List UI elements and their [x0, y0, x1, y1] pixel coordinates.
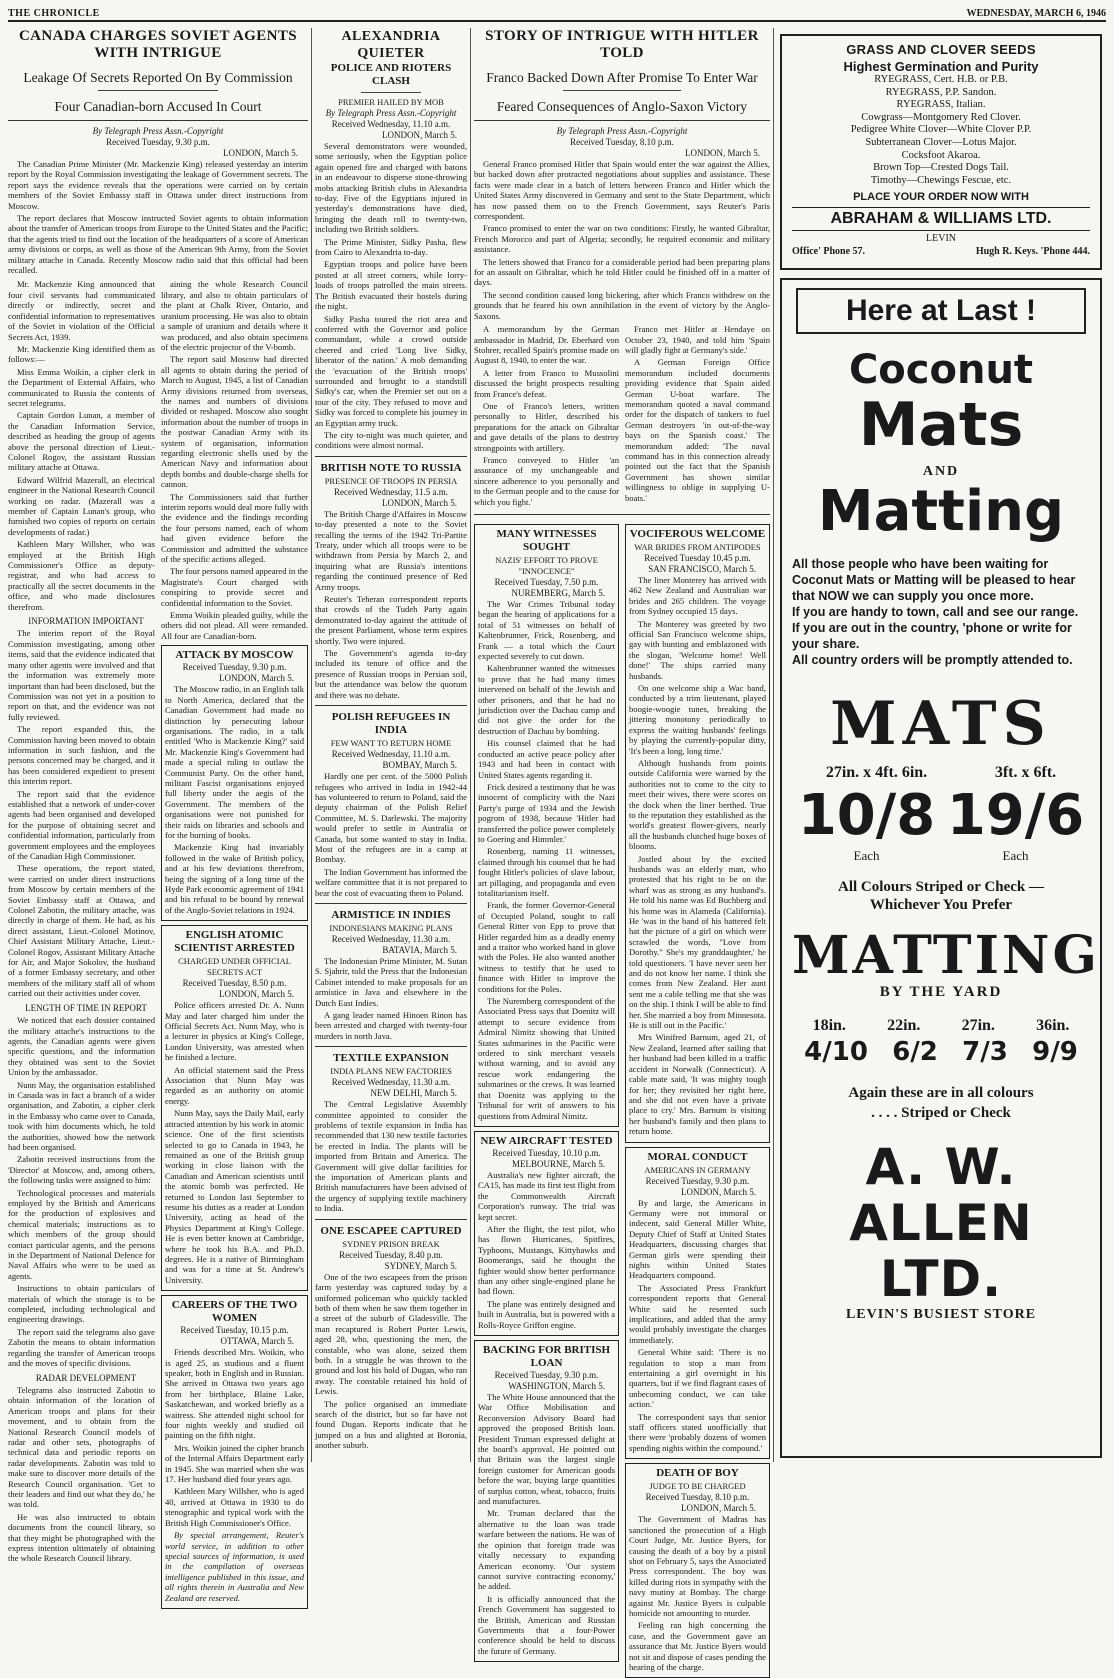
received-line: Received Tuesday, 10.15 p.m.	[180, 1325, 289, 1336]
paragraph: Zabotin received instructions from the 'Director' at Moscow, and, among others, the following tasks were assigned to him:	[8, 1154, 155, 1186]
paragraph: On one welcome ship a Wac band, conducted by a trim lieutenant, played boogie-woogie tunes, breaking the jittering monotony periodically to express the waiting husbands' feelings by playing the currently-popular ditty, 'It's been a long, long time.'	[628, 683, 766, 756]
paragraph: A letter from Franco to Mussolini discussed the bright prospects resulting from France's defeat.	[474, 367, 620, 399]
alexandria-deck: POLICE AND RIOTERS CLASH	[330, 62, 452, 87]
order-prompt: PLACE YOUR ORDER NOW WITH	[853, 191, 1029, 204]
textile-deck: INDIA PLANS NEW FACTORIES	[330, 1066, 452, 1077]
dateline-place: LONDON, March 5.	[382, 130, 457, 140]
paragraph: The report said that the evidence established that a network of under-cover agents had been organised and developed for the purpose of obtaining secret and confidential information, particularly from government employees and the employees of the Canadian High Commissioner.	[8, 788, 155, 861]
persia-headline: BRITISH NOTE TO RUSSIA	[320, 461, 462, 474]
dateline-place: SYDNEY, March 5.	[384, 1260, 457, 1271]
byline: By Telegraph Press Assn.-Copyright	[325, 108, 457, 118]
dateline-place: BATAVIA, March 5.	[382, 944, 457, 955]
paragraph: His counsel claimed that he had conducted an active peace policy after 1943 and had been in contact with United States agents regarding it.	[478, 738, 616, 780]
welcome-headline: VOCIFEROUS WELCOME	[629, 528, 766, 540]
seed-line: Timothy—Chewings Fescue, etc.	[870, 174, 1012, 186]
paragraph: The British Charge d'Affaires in Moscow to-day presented a note to the Soviet recalling the terms of the 1942 Tri-Partite Treaty, under which all troops were to be withdrawn from Persia by March 2, and inquiring what are Russia's intentions regarding the continued presence of Red Army troops.	[315, 508, 467, 592]
paragraph: The correspondent says that senior staff officers stated unofficially that there were 'probably dozens of women spending nights within the compound.'	[628, 1411, 766, 1453]
alexandria-deck2: PREMIER HAILED BY MOB	[338, 97, 444, 107]
escapee-deck: SYDNEY PRISON BREAK	[342, 1238, 440, 1249]
received-line: Received Tuesday, 8.50 p.m.	[182, 978, 287, 989]
mat-price: 10/8	[797, 783, 936, 848]
column-rule	[470, 28, 471, 1462]
scientist-deck: CHARGED UNDER OFFICIAL SECRETS ACT	[178, 956, 291, 978]
column-rule	[773, 28, 774, 1462]
subhead: INFORMATION IMPORTANT	[28, 616, 144, 627]
dateline-place: LONDON, March 5.	[685, 148, 760, 158]
mats-heading: MATS	[830, 689, 1052, 759]
paragraph: The Commissioners said that further interim reports would deal more fully with the evidence and the findings recording the four persons named, each of whom had given evidence before the Commission and admitted the substance of the specific actions alleged.	[161, 491, 308, 565]
masthead	[8, 6, 1106, 22]
byline: By Telegraph Press Assn.-Copyright	[92, 126, 224, 136]
issue-date: WEDNESDAY, MARCH 6, 1946	[966, 8, 1106, 19]
received-line: Received Wednesday, 11.10 a.m.	[331, 119, 451, 129]
canada-headline: CANADA CHARGES SOVIET AGENTS WITH INTRIGUE	[18, 28, 298, 61]
canada-right-column	[161, 279, 308, 1608]
here-at-last: Here at Last !	[796, 288, 1086, 334]
mat-price: 19/6	[946, 783, 1085, 848]
paragraph: Sidky Pasha toured the riot area and conferred with the Governor and police commandant, while a crowd outside cheered and cried 'Long live Sidky, liberator of the nation.' A mob demanding the 'evacuation of the British troops' surrounded and brought to a standstill Sidky's car, when the Premier set out on a tour of the city. They refused to move and Sidky was forced to complete his journey in an Egyptian army truck.	[315, 313, 467, 428]
seeds-subtitle: Highest Germination and Purity	[843, 59, 1039, 74]
paragraph: Mr. Mackenzie King announced that four civil servants had communicated directly or indirectly, secret and confidential information to representatives of the Soviet in violation of the Official Secrets Act, 1939.	[8, 279, 155, 342]
paragraph: By and large, the Americans in Germany were not immoral or indecent, said General Miller White, Deputy Chief of Staff at United States Headquarters, discussing charges that German girls were spending their nights within United States Headquarters compound.	[628, 1197, 766, 1281]
paragraph: The second condition caused long bickering, after which Franco withdrew on the grounds that he feared his own annihilation in the event of victory by the Anglo-Saxons.	[474, 289, 770, 321]
column-rule	[311, 28, 312, 1462]
paragraph: The interim report of the Royal Commission investigating, among other items, said that the evidence indicated that many other agents were involved and that the information was extremely more important than had been disclosed, but the Commission was not yet in a position to report on that, and the evidence was not fully reviewed.	[8, 628, 155, 722]
matting-width: 36in.	[1036, 1017, 1070, 1034]
matting-width: 22in.	[887, 1017, 921, 1034]
polish-deck: FEW WANT TO RETURN HOME	[330, 738, 452, 749]
paragraph: The Monterey was greeted by two official San Francisco welcome ships, gay with bunting and emblazoned with the slogan, 'Welcome home! Well done!' The ships carried many husbands.	[628, 618, 766, 681]
paragraph: The Central Legislative Assembly committee appointed to consider the problems of textile expansion in India has recommended that 130 new textile factories be erected in India. The plants will be imported from Britain and America. The Government will give dollar facilities for the importation of American plants and British manufacturers have been advised of the urgency of supplying textile machinery to India.	[315, 1099, 467, 1214]
paragraph: The report said the telegrams also gave Zabotin the means to obtain information regarding the transfer of American troops and the moves of specific divisions.	[8, 1326, 155, 1369]
column-five	[625, 520, 770, 1678]
received-line: Received Wednesday, 11.5 a.m.	[334, 486, 448, 497]
paragraph: Frank, the former Governor-General of Occupied Poland, sought to call General Ritter von Epp to prove that Hitler regarded him as a deadly enemy and a traitor who worked hand in glove with the Poles. He also wanted another witness to testify that he used to finance with Hitler to improve the conditions for the Poles.	[478, 900, 616, 994]
witnesses-headline: MANY WITNESSES SOUGHT	[496, 528, 597, 553]
hitler-headline: STORY OF INTRIGUE WITH HITLER TOLD	[485, 28, 759, 61]
matting-heading: MATTING	[792, 925, 1100, 986]
mat-size: 27in. x 4ft. 6in.	[825, 764, 928, 781]
paragraph: Rosenberg, naming 11 witnesses, claimed through his counsel that he had fought Hitler's policies of slave labour, art pillaging, and propaganda and even totalitarianism itself.	[478, 846, 616, 898]
moral-headline: MORAL CONDUCT	[647, 1150, 748, 1163]
keys-phone: Hugh R. Keys. 'Phone 444.	[975, 246, 1090, 258]
allen-store-name: A. W. ALLEN LTD.	[849, 1138, 1033, 1308]
ad-copy: If you are out in the country, 'phone or write for your share.	[792, 621, 1072, 651]
received-line: Received Wednesday, 11.10 a.m.	[331, 749, 451, 760]
paragraph: aining the whole Research Council library, and also to obtain particulars of the plant at Chalk River, Ontario, and uranium processing. He was also to obtain a sample of uranium and details where it was produced, and also obtain specimens of the electric projector of the V-bomb.	[161, 279, 308, 352]
mat-size: 3ft. x 6ft.	[994, 764, 1057, 781]
paragraph: The Indonesian Prime Minister, M. Sutan S. Sjahrir, told the Press that the Indonesian Cabinet intended to make proposals for an armistice in Java and elsewhere in the Dutch East Indies.	[315, 955, 467, 1008]
paragraph: The Moscow radio, in an English talk to North America, declared that the Canadian Government had made no distinction by persecuting labour organisations. The radio, in a talk entitled 'Who is Mackenzie King?' said Mr. Mackenzie King's Government had made a special ruling to outlaw the Communist Party. On the other hand, militant Fascist organisations enjoyed full liberty under the aegis of the Government. The members of the organisations were not punished for their raids on libraries and schools and for the burning of books.	[165, 684, 304, 840]
paragraph: Frick desired a testimony that he was innocent of complicity with the Nazi Party's purge of 1934 and the Jewish pogrom of 1938, because 'Hitler had transferred the police power completely to Goering and Himmler.'	[478, 781, 616, 844]
polish-headline: POLISH REFUGEES IN INDIA	[331, 711, 451, 737]
matting-word: Matting	[817, 479, 1065, 544]
paragraph: Franco conveyed to Hitler 'an assurance of my unchangeable and sincere adherence to you personally and to the German people and to the cause for which you fight.'	[474, 454, 620, 507]
matting-width: 18in.	[812, 1017, 846, 1034]
paragraph: Mrs. Woikin joined the cipher branch of the Internal Affairs Department early in 1945. She was married when she was 17. Her husband died four years ago.	[165, 1442, 304, 1485]
paragraph: Friends described Mrs. Woikin, who is aged 25, as studious and a fluent speaker, both in English and in Russian. She arrived in Ottawa two years ago from her birthplace, Blaine Lake, Saskatchewan, and worked briefly as a waitress. She attended night school for four nights weekly and studied oil painting on the fifth night.	[165, 1347, 304, 1441]
again-line: Again these are in all colours	[848, 1085, 1034, 1101]
subhead: LENGTH OF TIME IN REPORT	[25, 1002, 147, 1013]
paragraph: The Indian Government has informed the welfare committee that it is not prepared to bear the cost of evacuating them to Poland.	[315, 866, 467, 898]
striped-line: . . . . Striped or Check	[871, 1105, 1011, 1121]
received-line: Received Tuesday, 10.10 p.m.	[492, 1147, 601, 1158]
hitler-deck: Franco Backed Down After Promise To Enter War	[486, 70, 758, 85]
careers-article	[161, 1295, 308, 1609]
received-line: Received Tuesday, 8.10 p.m.	[645, 1492, 750, 1503]
paragraph: The liner Monterey has arrived with 462 New Zealand and Australian war brides and 265 children. The voyage from Sydney occupied 15 days.	[628, 575, 766, 617]
each-label: Each	[1002, 848, 1029, 863]
deathboy-headline: DEATH OF BOY	[656, 1467, 739, 1480]
firm-name: ABRAHAM & WILLIAMS LTD.	[792, 207, 1090, 231]
hitler-deck: Feared Consequences of Anglo-Saxon Victory	[496, 99, 748, 114]
paragraph: General Franco promised Hitler that Spain would enter the war against the Allies, but backed down after protracted negotiations about supplies and assistance. These facts were made clear in a batch of letters between Franco and Hitler which the United States Army discovered in Germany and sent to the State Department, which has now passed them on to the French Government, says Reuter's Paris correspondent.	[474, 159, 770, 222]
dateline-place: NUREMBERG, March 5.	[511, 588, 606, 598]
paragraph: The Associated Press Frankfurt correspondent reports that General White said he resented such implications, and added that the army would probably investigate the charges immediately.	[628, 1282, 766, 1345]
dateline-place: SAN FRANCISCO, March 5.	[648, 564, 756, 574]
paragraph: Nunn May, the organisation established in Canada was in fact a branch of a wider organisation, and Zabotin, a cipher clerk in the Embassy who came over to Canada, took with him documents which, he told the authorities, showed how the network had been organised.	[8, 1079, 155, 1152]
dateline-place: MELBOURNE, March 5.	[512, 1158, 606, 1169]
paragraph: The Government of Madras has sanctioned the prosecution of a High Court Judge, Mr. Justice Byers, for causing the death of a boy by a pistol shot on February 5, says the Associated Press correspondent. The boy was killed during riots in sympathy with the navy mutiny at Bombay. The charge against Mr. Justice Byers is culpable homicide not amounting to murder.	[628, 1514, 766, 1618]
witnesses-deck: NAZIS' EFFORT TO PROVE "INNOCENCE"	[495, 555, 598, 576]
paragraph: The report expanded this, the Commission having been moved to obtain information in such fashion, and the persons concerned may be charged, and it has been considered expedient to present this interim report.	[8, 724, 155, 787]
seed-line: RYEGRASS, Italian.	[896, 99, 986, 111]
received-line: Received Tuesday, 8.40 p.m.	[339, 1249, 443, 1260]
paragraph: We noticed that each dossier contained the military attache's instructions to the agents, the Canadian agents were given specific questions, and the information they obtained was sent to the Soviet Union by the ambassador.	[8, 1015, 155, 1078]
dateline-place: LONDON, March 5.	[681, 1186, 756, 1197]
scientist-headline: ENGLISH ATOMIC SCIENTIST ARRESTED	[174, 929, 295, 955]
dateline-place: OTTAWA, March 5.	[220, 1336, 294, 1347]
seed-line: Pedigree White Clover—White Clover P.P.	[850, 124, 1032, 136]
ad-copy: All country orders will be promptly attended to.	[792, 653, 1073, 667]
paragraph: Police officers arrested Dr. A. Nunn May and later charged him under the Official Secrets Act. Nunn May, who is a lecturer in physics at King's College, London University, was arrested when he finished a lecture.	[165, 1000, 304, 1063]
colours-line: All Colours Striped or Check —	[838, 879, 1044, 895]
paragraph: A German Foreign Office memorandum included documents providing evidence that Spain aided German U-boat warfare. The memorandum quoted a naval command order for the dispatch of tankers to fuel German destroyers 'in out-of-the-way bays on the Spanish coast.' The memorandum added: 'The naval command has in this connection already pointed out the fact that the Spanish Government has shown similar willingness to oblige in supplying U-boats.'	[624, 357, 770, 503]
mats-word: Mats	[858, 390, 1024, 460]
paragraph: A gang leader named Hinoen Rinon has been arrested and charged with twenty-four murders in north Java.	[315, 1010, 467, 1041]
matting-width: 27in.	[961, 1017, 995, 1034]
paragraph: Telegrams also instructed Zabotin to obtain information of the location of American troops and plans for their movement, and to obtain from the National Research Council models of radar and other sets, photographs of technical data and periodic reports on radar developments. Zabotin was told to make sure to discover more details of the Research Council organisation. 'Get to their leaders and find out what they do,' he was told.	[8, 1384, 155, 1510]
paragraph: An official statement said the Press Association that Nunn May was regarded as an authority on atomic energy.	[165, 1064, 304, 1106]
armistice-headline: ARMISTICE IN INDIES	[331, 908, 451, 921]
paragraph: Franco promised to enter the war on two conditions: Firstly, he wanted Gibraltar, French Morocco and part of Algeria; secondly, he required economic and military assistance.	[474, 223, 770, 255]
dateline-place: LONDON, March 5.	[219, 989, 294, 1000]
aircraft-headline: NEW AIRCRAFT TESTED	[480, 1134, 613, 1147]
received-line: Received Tuesday, 8.10 p.m.	[570, 137, 674, 147]
paragraph: The Canadian Prime Minister (Mr. Mackenzie King) released yesterday an interim report by the Royal Commission investigating the leakage of Government secrets. The report says the evidence reveals that the operations were carried on by certain members of the Soviet Embassy staff in Ottawa under direct instructions from Moscow.	[8, 159, 308, 211]
canada-deck: Four Canadian-born Accused In Court	[54, 99, 262, 114]
paragraph: These operations, the report stated, were carried on under direct instructions from Moscow by certain members of the Soviet Embassy staff at Ottawa, and Colonel Zabotin, the military attache, was directly in charge of them. He had, as his direct assistant, Lieut.-Colonel Motinov, Chief Assistant Military Attache, Lieut.-Colonel Rogov, Assistant Military Attache for Air, and Major Sokolov, the husband of a former Embassy secretary, and other members of the military staff all of whom carried out their activities under cover.	[8, 863, 155, 999]
by-the-yard: BY THE YARD	[879, 984, 1003, 1000]
welcome-deck: WAR BRIDES FROM ANTIPODES	[634, 542, 761, 552]
paragraph: After the flight, the test pilot, who has flown Hurricanes, Spitfires, Typhoons, Mustangs, Kittyhawks and Boomerangs, said he thought the fighter would show better performance than any other single-engined plane he had flown.	[478, 1223, 616, 1297]
received-line: Received Tuesday, 9.30 p.m.	[494, 1370, 599, 1380]
paragraph: The report said Moscow had directed all agents to obtain during the period of March to August, 1945, a list of Canadian Army divisions returned from overseas, the names and numbers of divisions divided or reshaped. Moscow also sought information about the number of troops in the postwar Canadian Army with its system of organisation, information regarding electronic shells used by the American Navy and information about depth bombs and double-charge shells for cannon.	[161, 354, 308, 490]
paragraph: Franco met Hitler at Hendaye on October 23, 1940, and told him 'Spain will gladly fight at Germany's side.'	[624, 324, 770, 355]
paragraph: The War Crimes Tribunal today began the hearing of applications for a total of 51 witnesses on behalf of Kaltenbrunner, Frick, Rosenberg, and Frank — a total which the Court expected severely to cut down.	[478, 599, 616, 662]
paragraph: The city to-night was much quieter, and conditions were almost normal.	[315, 429, 467, 451]
paragraph: Instructions to obtain particulars of materials of which the storage is to be completed, including technological and engineering drawings.	[8, 1283, 155, 1325]
received-line: Received Tuesday 10.45 p.m.	[644, 553, 751, 563]
dateline-place: LONDON, March 5.	[219, 673, 294, 684]
paragraph: Emma Woikin pleaded guilty, while the others did not plead. All were remanded. All four are Canadian-born.	[161, 610, 308, 641]
paragraph: Jostled about by the excited husbands was an elderly man, who protested that his right to be on the wharf was as strong as any husband's. He told his name was Ed Buchberg and his home was in Alameda (California). He 'was in the band of his battered felt hat the picture of a girl on which were scrawled the words, "Love from Dorothy." She's my granddaughter,' he told questioners. 'I have never seen her and do not know her name. I think she comes from New Zealand. Her aunt sent me a cable telling me that she was on the ship. I think I will be able to find her. She married a boy from Minnesota. He is still out in the Pacific.'	[628, 853, 766, 1031]
dateline-place: BOMBAY, March 5.	[382, 760, 457, 771]
received-line: Received Wednesday, 11.30 a.m.	[331, 1077, 451, 1088]
paragraph: One of Franco's letters, written personally to Hitler, described his preparations for the attack on Gibraltar and gave details of the plans to destroy strongpoints with artillery.	[474, 400, 620, 453]
seed-line: RYEGRASS, Cert. H.B. or P.B.	[874, 74, 1008, 85]
paragraph: Egyptian troops and police have been posted at all street corners, while lorry-loads of troops patrolled the main streets. The British evacuated their hostels during the night.	[315, 259, 467, 312]
matting-price: 4/10	[804, 1037, 868, 1067]
paragraph: Captain Gordon Lunan, a member of the Canadian Information Service, described as heading the group of agents above the personal direction of Lieut.-Colonel Rogov, the assistant Russian military attache at Ottawa.	[8, 410, 155, 473]
paragraph: The letters showed that Franco for a considerable period had been preparing plans for an assault on Gibraltar, which he told Hitler could be finished off in a matter of days.	[474, 256, 770, 288]
seeds-title: GRASS AND CLOVER SEEDS	[846, 42, 1036, 57]
paragraph: Australia's new fighter aircraft, the CA15, has made its first test flight from the Commonwealth Aircraft Corporation's runway. The trial was kept secret.	[478, 1169, 616, 1222]
alexandria-headline: ALEXANDRIA QUIETER	[341, 29, 441, 61]
paragraph: Mr. Mackenzie King identified them as follows:—	[8, 343, 155, 365]
paragraph: Technological processes and materials employed by the British and Americans for the production of explosives and chemical materials; instructions as to which members of the group should contact particular agents, and the persons in the Department of National Defence for Naval Affairs who were to be used as agents.	[8, 1187, 155, 1281]
reuters-note: By special arrangement, Reuter's world service, in addition to other special sources of information, is used in the compilation of overseas intelligence published in this issue, and all rights therein in Australia and New Zealand are reserved.	[165, 1530, 304, 1603]
matting-price: 9/9	[1032, 1037, 1078, 1067]
paragraph: He was also instructed to obtain documents from the council library, so that they might be photographed with the express intention ultimately of obtaining the whole Research Council library.	[8, 1511, 155, 1564]
seed-line: Cowgrass—Montgomery Red Clover.	[861, 111, 1021, 123]
each-label: Each	[853, 848, 880, 863]
paragraph: Edward Wilfrid Mazerall, an electrical engineer in the National Research Council working on radar. (Mazerall was a member of Captain Lunan's group, who furnished two copies of reports on certain developments of radar.)	[8, 474, 155, 537]
mats-advertisement	[780, 278, 1102, 1458]
paragraph: Mackenzie King had invariably followed in the wake of British policy, and at his few deviations therefrom, being the signing of a long time of the Hyde Park economic agreement of 1941 and his refusal to be bound by renewal of the Anglo-Soviet relations in 1924.	[165, 842, 304, 915]
seed-line: Cocksfoot Akaroa.	[901, 149, 981, 161]
dateline-place: WASHINGTON, March 5.	[508, 1381, 606, 1391]
paragraph: Feeling ran high concerning the case, and the Government gave an assurance that Mr. Justice Byers would not sit and dispose of cases pending the hearing of the charge.	[628, 1620, 766, 1672]
columns-four-five	[474, 28, 770, 1672]
paragraph: Mr. Truman declared that the alternative to the loan was trade warfare between the nations. He was of the opinion that foreign trade was vitally necessary to expanding American economy. 'Our system cannot survive contracting economy,' he added.	[478, 1508, 616, 1592]
paragraph: It is officially announced that the French Government has suggested to the British, American and Russian Governments that a four-Power conference should be held to discuss the future of Germany.	[478, 1593, 616, 1656]
paragraph: One of the two escapees from the prison farm yesterday was captured today by a uniformed policeman who quickly tackled both of them when he saw them together in a street of the suburb of Gladesville. The man recaptured is Robert Porter Lewis, aged 28, who, questioning the men, the constable, who was alone, seized them both. In a struggle he was thrown to the ground and lost his hold of Dugan, who ran away. The constable retained his hold of Lewis.	[315, 1271, 467, 1397]
dateline-place: LONDON, March 5.	[681, 1503, 756, 1514]
escapee-headline: ONE ESCAPEE CAPTURED	[320, 1224, 462, 1237]
paragraph: General White said: 'There is no regulation to stop a man from entertaining a girl overnight in his quarters, but if we find flagrant cases of unbecoming conduct, we can take action.'	[628, 1347, 766, 1410]
paragraph: The plane was entirely designed and built in Australia, but is powered with a Rolls-Royce Griffon engine.	[478, 1298, 616, 1330]
paragraph: The Prime Minister, Sidky Pasha, flew from Cairo to Alexandria to-day.	[315, 236, 467, 258]
scientist-article	[161, 925, 308, 1291]
paragraph: Reuter's Teheran correspondent reports that crowds of the Tudeh Party again demonstrated to-day against the attitude of the present Parliament, whose term expires shortly. Two were injured.	[315, 594, 467, 646]
canada-deck: Leakage Of Secrets Reported On By Commission	[23, 70, 293, 85]
busiest-store: LEVIN'S BUSIEST STORE	[845, 1307, 1037, 1322]
column-four	[474, 520, 619, 1678]
moral-deck: AMERICANS IN GERMANY	[644, 1164, 751, 1175]
canada-article	[8, 28, 308, 1603]
paragraph: Nunn May, says the Daily Mail, early attracted attention by his work in atomic science. One of the first scientists selected to go to Canada in 1943, he remained as one of the British group working in close liaison with the Canadian and American scientists until the atomic bomb was perfected. He returned to London last September to resume his duties as a reader at London University, acting as head of the Physics Department at King's College. He is even better known at Cambridge, where he took his B.A. and Ph.D. degrees. He is a native of Birmingham and was for a time at St. Andrew's University.	[165, 1108, 304, 1285]
seed-line: Brown Top—Crested Dogs Tail.	[873, 162, 1009, 174]
prefer-line: Whichever You Prefer	[869, 897, 1013, 913]
seeds-advertisement	[780, 34, 1102, 270]
paper-name: THE CHRONICLE	[8, 8, 100, 19]
attack-article	[161, 645, 308, 921]
received-line: Received Tuesday, 9.30 p.m.	[106, 137, 210, 147]
textile-headline: TEXTILE EXPANSION	[333, 1052, 449, 1065]
paragraph: The police organised an immediate search of the district, but so far have not found Dugan. Reports indicate that he jumped on a bus and alighted at Boronia, another suburb.	[315, 1398, 467, 1451]
canada-left-column	[8, 279, 155, 1608]
and-word: AND	[922, 464, 960, 479]
paragraph: Miss Emma Woikin, a cipher clerk in the Department of External Affairs, who communicated to Russia the contents of secret telegrams.	[8, 366, 155, 408]
office-phone: Office' Phone 57.	[792, 246, 866, 258]
received-line: Received Tuesday, 9.30 p.m.	[182, 662, 287, 673]
careers-headline: CAREERS OF THE TWO WOMEN	[171, 1299, 298, 1325]
received-line: Received Tuesday, 7.50 p.m.	[494, 577, 599, 587]
attack-headline: ATTACK BY MOSCOW	[175, 649, 294, 662]
received-line: Received Wednesday, 11.30 a.m.	[331, 933, 451, 944]
paragraph: The four persons named appeared in the Magistrate's Court charged with conspiring to provide secret and confidential information to the Soviet.	[161, 566, 308, 608]
seed-line: Subterranean Clover—Lotus Major.	[865, 136, 1017, 148]
armistice-deck: INDONESIANS MAKING PLANS	[329, 922, 453, 933]
column-three	[315, 28, 467, 1460]
loan-headline: BACKING FOR BRITISH LOAN	[482, 1344, 611, 1369]
paragraph: Several demonstrators were wounded, some seriously, when the Egyptian police again opened fire and charged with batons in an endeavour to disperse stone-throwing mobs attacking British clubs in Alexandria to-day. Five of the Egyptians injured in yesterday's demonstrations have died, bringing the death roll to twenty-two, including two British soldiers.	[315, 141, 467, 235]
paragraph: The Government's agenda to-day included its tenure of office and the presence of Russian troops in Persian soil, but the attendance was below the quorum and there was no debate.	[315, 648, 467, 700]
paragraph: Mrs Winifred Barnum, aged 21, of New Zealand, learned after sailing that her husband had been killed in a traffic accident in Norwalk (Connecticut). A cable mate said, 'It was mighty tough for her; they revisited her right here, and she did not even have a private place to cry.' Mrs. Barnum is visiting her husband's family and then plans to return home.	[628, 1032, 766, 1137]
dateline-place: LONDON, March 5.	[223, 148, 298, 158]
dateline-place: LONDON, March 5.	[382, 497, 457, 508]
paragraph: The Nuremberg correspondent of the Associated Press says that Doenitz will attempt to secure evidence from Admiral Nimitz showing that United States submarines in the Pacific were ordered to sink merchant vessels without warning, and to avoid any rescue work endangering the submarines or the crews. It was learned that Doenitz was applying to the Tribunal for writ of answers to his questions from Admiral Nimitz.	[478, 996, 616, 1121]
paragraph: The report declares that Moscow instructed Soviet agents to obtain information about the transfer of American troops from Europe to the United States and the Pacific; that the agents tried to find out the location of the headquarters of a score of American army divisions or corps, as well as those of the American 9th Army, from the Soviet military attache in Canada. Recently Moscow radio said that this official had been recalled.	[8, 213, 308, 276]
paragraph: Kathleen Mary Willsher, who is aged 40, arrived at Ottawa in 1930 to do stenographic and typical work with the British High Commissioner's Office.	[165, 1486, 304, 1528]
byline: By Telegraph Press Assn.-Copyright	[556, 126, 688, 136]
paragraph: Hardly one per cent. of the 5000 Polish refugees who arrived in India in 1942-44 has volunteered to return to Poland, said the deputy chairman of the Polish Relief Committee, M. S. Darlewski. The majority would prefer to settle in Australia or Canada, but some wanted to stay in India. Most of the refugees are in a camp at Bombay.	[315, 771, 467, 865]
persia-deck: PRESENCE OF TROOPS IN PERSIA	[324, 475, 458, 486]
matting-price: 6/2	[892, 1037, 938, 1067]
deathboy-deck: JUDGE TO BE CHARGED	[649, 1481, 746, 1492]
subhead: RADAR DEVELOPMENT	[35, 1372, 137, 1383]
firm-town: LEVIN	[926, 233, 956, 245]
paragraph: Although husbands from points outside California were warned by the authorities not to come to the city to meet their wives, there were scores on the dock when the liner berthed. True to the reputation they established as the world's greatest flower-givers, nearly all the husbands clutched huge boxes of blooms.	[628, 757, 766, 852]
paragraph: Kathleen Mary Willsher, who was employed at the British High Commissioner's Office as deputy-registrar, and who had access to practically all the secret documents in the office, and who made disclosures therefrom.	[8, 539, 155, 612]
coconut-word: Coconut	[848, 347, 1034, 393]
dateline-place: NEW DELHI, March 5.	[370, 1088, 457, 1099]
ad-copy: All those people who have been waiting for Coconut Mats or Matting will be pleased to hear that NOW we can supply you once more.	[792, 557, 1076, 603]
matting-price: 7/3	[962, 1037, 1008, 1067]
paragraph: The White House announced that the War Office Mobilisation and Reconversion Advisory Board had approved the proposed British loan. President Truman expressed delight at the board's approval. He pointed out that Britain was the largest single foreign customer for American goods before the war, buying large quantities of surplus cotton, wheat, tobacco, fruits and manufactures.	[478, 1392, 616, 1507]
ad-copy: If you are handy to town, call and see our range.	[792, 605, 1079, 619]
paragraph: Kaltenbrunner wanted the witnesses to prove that he had many times intervened on behalf of the Jewish and other prisoners, and that he had no jurisdiction over the Dachau camp and did not give the order for the destruction of Dachau by bombing.	[478, 663, 616, 736]
received-line: Received Tuesday, 9.30 p.m.	[645, 1175, 750, 1186]
seed-line: RYEGRASS, P.P. Sandon.	[885, 86, 997, 98]
paragraph: A memorandum by the German ambassador in Madrid, Dr. Eberhard von Stohrer, recalled Spain's promise made on August 8, 1940, to enter the war.	[474, 324, 620, 366]
